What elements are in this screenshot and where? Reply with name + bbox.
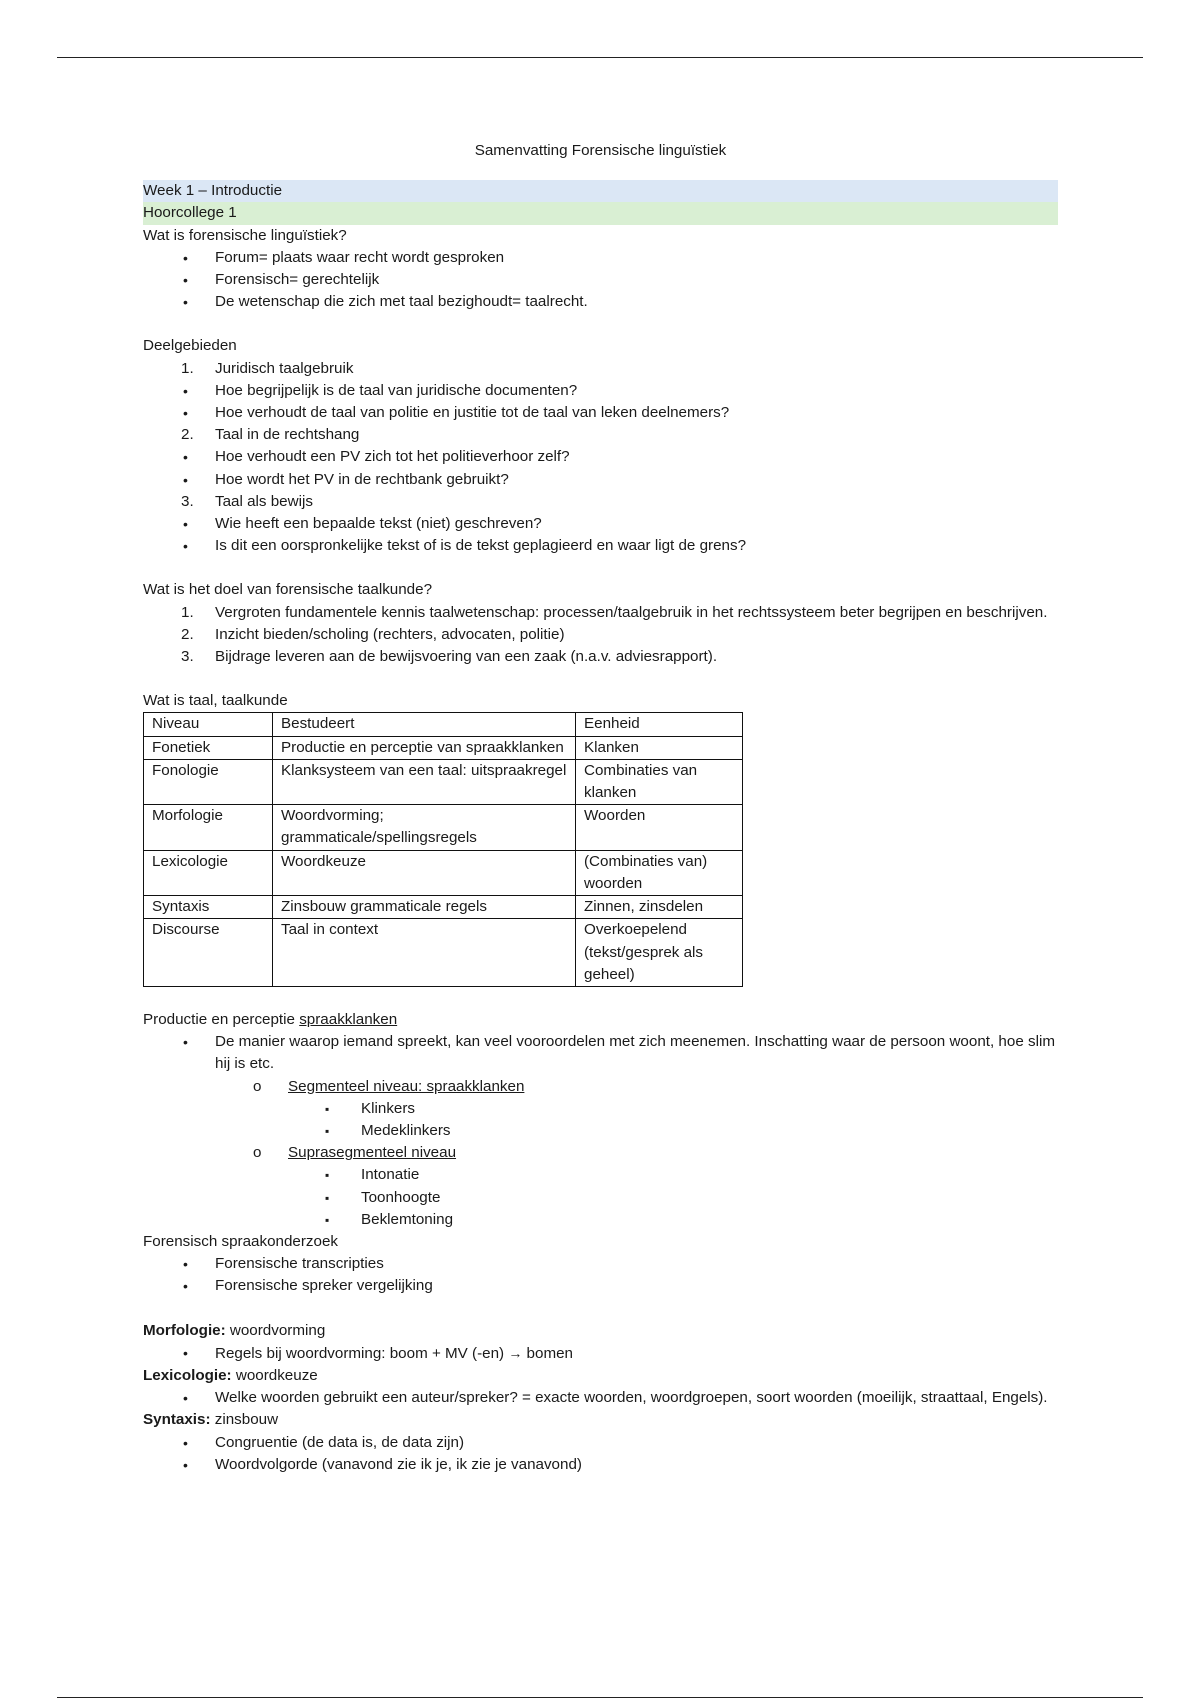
term-label: Morfologie: — [143, 1321, 226, 1339]
list-item-text: Bijdrage leveren aan de bewijsvoering van een zaak (n.a.v. adviesrapport). — [215, 648, 718, 666]
goals-list — [143, 602, 1058, 669]
table-row — [144, 759, 743, 804]
list-item-text: Hoe verhoudt een PV zich tot het politieverhoor zelf? — [215, 448, 570, 466]
table-cell: Fonologie — [144, 759, 273, 804]
bullet-marker: • — [183, 1344, 188, 1361]
table-cell: Zinsbouw grammaticale regels — [273, 896, 576, 919]
language-levels-table — [143, 712, 743, 986]
table-row — [144, 736, 743, 759]
list-item — [143, 469, 1058, 491]
table-cell: Woordkeuze — [273, 850, 576, 895]
lexicologie-heading — [143, 1365, 1058, 1387]
number-marker: 1. — [181, 603, 194, 621]
list-item-text: Forensisch= gerechtelijk — [215, 271, 380, 289]
list-item-text: Woordvolgorde (vanavond zie ik je, ik zie je vanavond) — [215, 1455, 582, 1473]
table-row — [144, 919, 743, 987]
number-marker: 1. — [181, 359, 194, 377]
bullet-marker: • — [183, 1434, 188, 1451]
bullet-marker: • — [183, 1034, 188, 1051]
square-marker: ▪ — [325, 1101, 330, 1116]
section-heading: Wat is het doel van forensische taalkunde? — [143, 581, 433, 599]
square-marker: ▪ — [325, 1212, 330, 1227]
subfields-list — [143, 358, 1058, 558]
number-marker: 3. — [181, 648, 194, 666]
week-heading: Week 1 – Introductie — [143, 180, 1058, 202]
list-item — [143, 602, 1058, 624]
bullet-marker: • — [183, 405, 188, 422]
arrow-right-icon: → — [508, 1344, 523, 1361]
list-item — [143, 491, 1058, 513]
list-item-text: Congruentie (de data is, de data zijn) — [215, 1433, 465, 1451]
list-item-text: Klinkers — [361, 1099, 416, 1117]
list-item — [143, 1342, 1058, 1365]
table-row — [144, 805, 743, 850]
list-item-text: Welke woorden gebruikt een auteur/spreker? = exacte woorden, woordgroepen, soort woorden (moeilijk, straattaal, Engels). — [215, 1389, 1048, 1407]
table-header-cell: Eenheid — [576, 713, 743, 736]
table-cell: Overkoepelend (tekst/gesprek als geheel) — [576, 919, 743, 987]
term-text: woordvorming — [225, 1321, 326, 1339]
lecture-heading: Hoorcollege 1 — [143, 202, 1058, 224]
list-item — [143, 247, 1058, 269]
sub-sub-list-item — [143, 1098, 1058, 1120]
table-cell: Lexicologie — [144, 850, 273, 895]
table-cell: Klanken — [576, 736, 743, 759]
list-item-text: De wetenschap die zich met taal bezighoudt= taalrecht. — [215, 293, 588, 311]
document-title: Samenvatting Forensische linguïstiek — [474, 142, 727, 159]
list-item-text: Inzicht bieden/scholing (rechters, advocaten, politie) — [215, 625, 565, 643]
circle-marker: o — [253, 1144, 262, 1162]
heading-text: Productie en perceptie — [143, 1010, 300, 1028]
table-cell: Klanksysteem van een taal: uitspraakregel — [273, 759, 576, 804]
footer-rule — [57, 1697, 1143, 1698]
bullet-marker: • — [183, 272, 188, 289]
number-marker: 2. — [181, 625, 194, 643]
table-cell: Taal in context — [273, 919, 576, 987]
list-item — [143, 446, 1058, 468]
list-item-text: Hoe wordt het PV in de rechtbank gebruikt? — [215, 470, 509, 488]
term-label: Lexicologie: — [143, 1366, 232, 1384]
list-item — [143, 402, 1058, 424]
list-item — [143, 1253, 1058, 1275]
term-label: Syntaxis: — [143, 1411, 211, 1429]
bullet-marker: • — [183, 1278, 188, 1295]
bullet-marker: • — [183, 249, 188, 266]
sub-sub-list-item — [143, 1209, 1058, 1231]
table-cell: Discourse — [144, 919, 273, 987]
square-marker: ▪ — [325, 1168, 330, 1183]
list-item — [143, 1275, 1058, 1297]
list-item — [143, 1454, 1058, 1476]
list-item-text: De manier waarop iemand spreekt, kan veel vooroordelen met zich meenemen. Inschatting waar de persoon woont, hoe slim hij is etc. — [215, 1033, 1055, 1073]
table-cell: Woordvorming; grammaticale/spellingsregels — [273, 805, 576, 850]
table-cell: (Combinaties van) woorden — [576, 850, 743, 895]
list-item-text: Juridisch taalgebruik — [215, 359, 354, 377]
syntaxis-heading — [143, 1409, 1058, 1431]
section-heading: Wat is forensische linguïstiek? — [143, 226, 347, 244]
square-marker: ▪ — [325, 1123, 330, 1138]
bullet-marker: • — [183, 382, 188, 399]
list-item — [143, 646, 1058, 668]
list-item-text: Forensische transcripties — [215, 1255, 384, 1273]
list-item — [143, 1387, 1058, 1409]
list-item — [143, 1031, 1058, 1075]
table-cell: Zinnen, zinsdelen — [576, 896, 743, 919]
list-item-text: Taal in de rechtshang — [215, 426, 360, 444]
list-item-text: Intonatie — [361, 1166, 420, 1184]
list-item — [143, 358, 1058, 380]
list-item-text: Wie heeft een bepaalde tekst (niet) geschreven? — [215, 515, 542, 533]
list-item-text: Forum= plaats waar recht wordt gesproken — [215, 248, 505, 266]
list-item — [143, 624, 1058, 646]
morfologie-heading — [143, 1320, 1058, 1342]
list-item-text: bomen — [522, 1344, 573, 1362]
section-heading: Wat is taal, taalkunde — [143, 692, 288, 710]
sub-sub-list-item — [143, 1120, 1058, 1142]
list-item-text: Forensische spreker vergelijking — [215, 1277, 433, 1295]
sub-list-item — [143, 1142, 1058, 1164]
list-item-text: Beklemtoning — [361, 1210, 454, 1228]
bullet-marker: • — [183, 538, 188, 555]
bullet-marker: • — [183, 1390, 188, 1407]
heading-underlined-text: spraakklanken — [299, 1010, 398, 1028]
table-header-row — [144, 713, 743, 736]
sub-list-label: Segmenteel niveau: spraakklanken — [288, 1077, 525, 1095]
term-text: zinsbouw — [210, 1411, 279, 1429]
sub-list-label: Suprasegmenteel niveau — [288, 1144, 457, 1162]
bullet-marker: • — [183, 516, 188, 533]
list-item — [143, 513, 1058, 535]
bullet-marker: • — [183, 449, 188, 466]
list-item — [143, 1432, 1058, 1454]
section-heading: Forensisch spraakonderzoek — [143, 1232, 339, 1250]
list-item-text: Vergroten fundamentele kennis taalwetenschap: processen/taalgebruik in het rechtssysteem beter begrijpen en beschrijven. — [215, 603, 1048, 621]
list-item-text: Hoe begrijpelijk is de taal van juridische documenten? — [215, 381, 578, 399]
bullet-marker: • — [183, 471, 188, 488]
list-item-text: Toonhoogte — [361, 1188, 441, 1206]
list-item-text: Is dit een oorspronkelijke tekst of is de tekst geplagieerd en waar ligt de grens? — [215, 537, 747, 555]
bullet-list — [143, 247, 1058, 314]
table-header-cell: Niveau — [144, 713, 273, 736]
bullet-marker: • — [183, 1256, 188, 1273]
number-marker: 2. — [181, 426, 194, 444]
table-cell: Combinaties van klanken — [576, 759, 743, 804]
section-heading — [143, 1009, 1058, 1031]
table-cell: Productie en perceptie van spraakklanken — [273, 736, 576, 759]
bullet-marker: • — [183, 294, 188, 311]
table-header-cell: Bestudeert — [273, 713, 576, 736]
section-heading: Deelgebieden — [143, 337, 237, 355]
list-item — [143, 291, 1058, 313]
bullet-marker: • — [183, 1456, 188, 1473]
square-marker: ▪ — [325, 1190, 330, 1205]
sub-sub-list-item — [143, 1187, 1058, 1209]
list-item-text: Medeklinkers — [361, 1121, 451, 1139]
document-body — [143, 140, 1058, 1476]
list-item — [143, 535, 1058, 557]
list-item — [143, 424, 1058, 446]
term-text: woordkeuze — [231, 1366, 318, 1384]
table-cell: Morfologie — [144, 805, 273, 850]
table-cell: Syntaxis — [144, 896, 273, 919]
sub-sub-list-item — [143, 1164, 1058, 1186]
list-item — [143, 269, 1058, 291]
circle-marker: o — [253, 1077, 262, 1095]
list-item-text: Taal als bewijs — [215, 492, 313, 510]
table-cell: Fonetiek — [144, 736, 273, 759]
table-row — [144, 896, 743, 919]
sub-list-item — [143, 1076, 1058, 1098]
list-item — [143, 380, 1058, 402]
table-row — [144, 850, 743, 895]
list-item-text: Hoe verhoudt de taal van politie en justitie tot de taal van leken deelnemers? — [215, 404, 730, 422]
header-rule — [57, 57, 1143, 58]
number-marker: 3. — [181, 492, 194, 510]
list-item-text: Regels bij woordvorming: boom + MV (-en) — [215, 1344, 509, 1362]
table-cell: Woorden — [576, 805, 743, 850]
